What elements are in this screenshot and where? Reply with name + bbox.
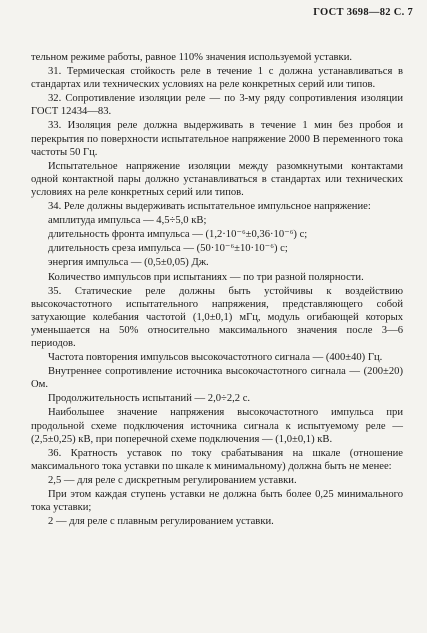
paragraph: Испытательное напряжение изоляции между разомкнутыми контактами одной контактной пары должно устанавливаться в стандартах или технических условиях на реле конкретных серий или типов. (31, 160, 403, 198)
paragraph: 2 — для реле с плавным регулированием уставки. (48, 516, 274, 528)
paragraph: Продолжительность испытаний — 2,0÷2,2 с. (48, 393, 251, 405)
paragraph: длительность среза импульса — (50·10⁻⁶±10·10⁻⁶) с; (48, 243, 288, 255)
paragraph: 34. Реле должны выдерживать испытательное импульсное напряжение: (48, 201, 371, 213)
paragraph: 2,5 — для реле с дискретным регулированием уставки. (48, 474, 297, 486)
paragraph: Частота повторения импульсов высокочастотного сигнала — (400±40) Гц. (48, 352, 383, 364)
page-header: ГОСТ 3698—82 С. 7 (313, 7, 413, 18)
paragraph: 35. Статические реле должны быть устойчивы к воздействию высокочастотного испытательного напряжения, представляющего собой затухающие колебания частотой (1,0±0,1) мГц, модуль огибающей которых уменьшается на 50% относительно максимального значения после 3—6 периодов. (31, 285, 403, 349)
paragraph: 36. Кратность уставок по току срабатывания на шкале (отношение максимального тока уставки по шкале к минимальному) должна быть не менее: (31, 447, 403, 472)
paragraph: 32. Сопротивление изоляции реле — по 3-му ряду сопротивления изоляции ГОСТ 12434—83. (31, 93, 403, 118)
paragraph: 33. Изоляция реле должна выдерживать в течение 1 мин без пробоя и перекрытия по поверхности испытательное напряжение 2000 В переменного тока частоты 50 Гц. (31, 120, 403, 158)
paragraph: Наибольшее значение напряжения высокочастотного импульса при продольной схеме подключения источника сигнала к испытуемому реле — (2,5±0,25) кВ, при поперечной схеме подключения — (1,0±0,1) кВ. (31, 407, 403, 445)
paragraph: При этом каждая ступень уставки не должна быть более 0,25 минимального тока уставки; (31, 489, 403, 514)
paragraph: 31. Термическая стойкость реле в течение 1 с должна устанавливаться в стандартах или технических условиях на реле конкретных серий или типов. (31, 66, 403, 91)
paragraph: энергия импульса — (0,5±0,05) Дж. (48, 257, 209, 269)
paragraph: амплитуда импульса — 4,5÷5,0 кВ; (48, 215, 207, 227)
document-body (31, 51, 403, 529)
paragraph: длительность фронта импульса — (1,2·10⁻⁶±0,36·10⁻⁶) с; (48, 229, 308, 241)
paragraph: тельном режиме работы, равное 110% значения используемой уставки. (31, 52, 353, 63)
paragraph: Внутреннее сопротивление источника высокочастотного сигнала — (200±20) Ом. (31, 366, 403, 391)
paragraph: Количество импульсов при испытаниях — по три разной полярности. (48, 271, 364, 283)
